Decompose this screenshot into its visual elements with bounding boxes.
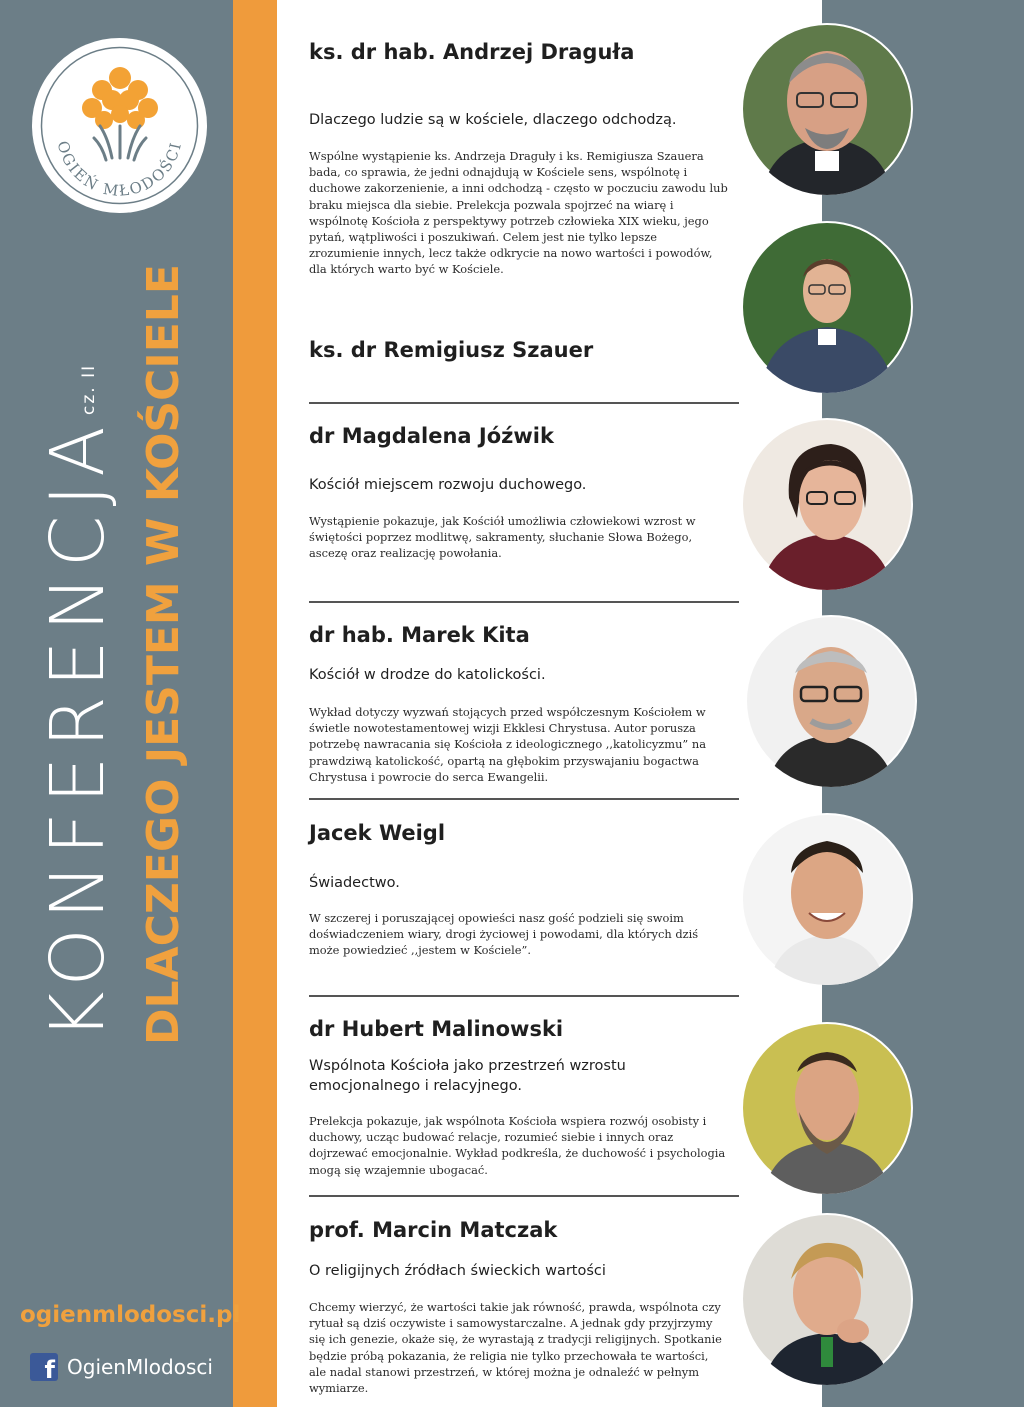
talk-title: Kościół w drodze do katolickości. <box>309 667 546 683</box>
speaker-photo <box>741 23 913 195</box>
speaker-photo <box>741 813 913 985</box>
talk-description: W szczerej i poruszającej opowieści nasz gość podzieli się swoim doświadczeniem wiary, drogi życiowej i powodami, dla których dziś może powiedzieć ,,jestem w Kościele”. <box>309 911 699 958</box>
speaker-photo <box>745 615 917 787</box>
speaker-photo <box>741 418 913 590</box>
speaker-photo <box>741 221 913 393</box>
section-divider <box>309 995 739 997</box>
facebook-icon: f <box>30 1353 58 1381</box>
talk-description: Chcemy wierzyć, że wartości takie jak równość, prawda, wspólnota czy rytuał są dziś oczywiste i samowystarczalne. A jednak gdy przyjrzymy się ich genezie, okaże się, że wyrastają z tradycji religijnych. Spotkanie będzie próbą pokazania, że religia nie tylko przechowała te wartości, ale nadal stanowi przestrzeń, w której można je odnaleźć w pełnym wymiarze. <box>309 1300 722 1396</box>
facebook-link[interactable] <box>30 1352 213 1382</box>
logo <box>32 38 207 213</box>
section-divider <box>309 402 739 404</box>
conference-title: KONFERENCJA <box>35 417 121 1040</box>
speaker-name: dr Magdalena Jóźwik <box>309 424 554 448</box>
speaker-name: dr Hubert Malinowski <box>309 1017 564 1041</box>
speaker-photo <box>741 1022 913 1194</box>
conference-part: cz. II <box>79 363 99 415</box>
speaker-name: ks. dr Remigiusz Szauer <box>309 338 594 362</box>
speaker-name: Jacek Weigl <box>309 821 446 845</box>
section-divider <box>309 601 739 603</box>
orange-stripe <box>233 0 277 1407</box>
speaker-name: dr hab. Marek Kita <box>309 623 530 647</box>
conference-subtitle: DLACZEGO JESTEM W KOŚCIELE <box>138 264 189 1045</box>
speaker-name: prof. Marcin Matczak <box>309 1218 558 1242</box>
talk-title: O religijnych źródłach świeckich wartości <box>309 1263 606 1279</box>
talk-description: Wykład dotyczy wyzwań stojących przed współczesnym Kościołem w świetle nowotestamentowej wizji Ekklesi Chrystusa. Autor porusza potrzebę nawracania się Kościoła z ideologicznego ,,katolicyzmu” na prawdziwą katolickość, opartą na głębokim przyswajaniu bogactwa Chrystusa i powrocie do serca Ewangelii. <box>309 705 706 784</box>
website-link[interactable]: ogienmlodosci.pl <box>20 1302 241 1328</box>
talk-title: Wspólnota Kościoła jako przestrzeń wzrostu emocjonalnego i relacyjnego. <box>309 1058 626 1094</box>
facebook-label: OgienMlodosci <box>67 1355 213 1379</box>
talk-description: Prelekcja pokazuje, jak wspólnota Kościoła wspiera rozwój osobisty i duchowy, ucząc budować relacje, rozumieć siebie i innych oraz dojrzewać emocjonalnie. Wykład podkreśla, że duchowość i psychologia mogą się wzajemnie ubogacać. <box>309 1114 726 1177</box>
tree-logo-icon <box>32 38 207 213</box>
logo-text: OGIEŃ MŁODOŚCI <box>53 138 186 201</box>
speaker-name: ks. dr hab. Andrzej Draguła <box>309 40 635 64</box>
section-divider <box>309 798 739 800</box>
talk-title: Dlaczego ludzie są w kościele, dlaczego odchodzą. <box>309 112 677 128</box>
talk-title: Kościół miejscem rozwoju duchowego. <box>309 477 587 493</box>
speaker-photo <box>741 1213 913 1385</box>
talk-description: Wystąpienie pokazuje, jak Kościół umożliwia człowiekowi wzrost w świętości poprzez modlitwę, sakramenty, słuchanie Słowa Bożego, ascezę oraz realizację powołania. <box>309 514 696 561</box>
talk-title: Świadectwo. <box>309 875 400 891</box>
section-divider <box>309 1195 739 1197</box>
talk-description: Wspólne wystąpienie ks. Andrzeja Draguły i ks. Remigiusza Szauera bada, co sprawia, że jedni odnajdują w Kościele sens, wspólnotę i duchowe zakorzenienie, a inni odchodzą - często w poczuciu zawodu lub braku miejsca dla siebie. Prelekcja pozwala spojrzeć na wiarę i wspólnotę Kościoła z perspektywy potrzeb człowieka XIX wieku, jego pytań, wątpliwości i poszukiwań. Celem jest nie tylko lepsze zrozumienie innych, lecz także odkrycie na nowo wartości i powodów, dla których warto być w Kościele. <box>309 149 728 277</box>
